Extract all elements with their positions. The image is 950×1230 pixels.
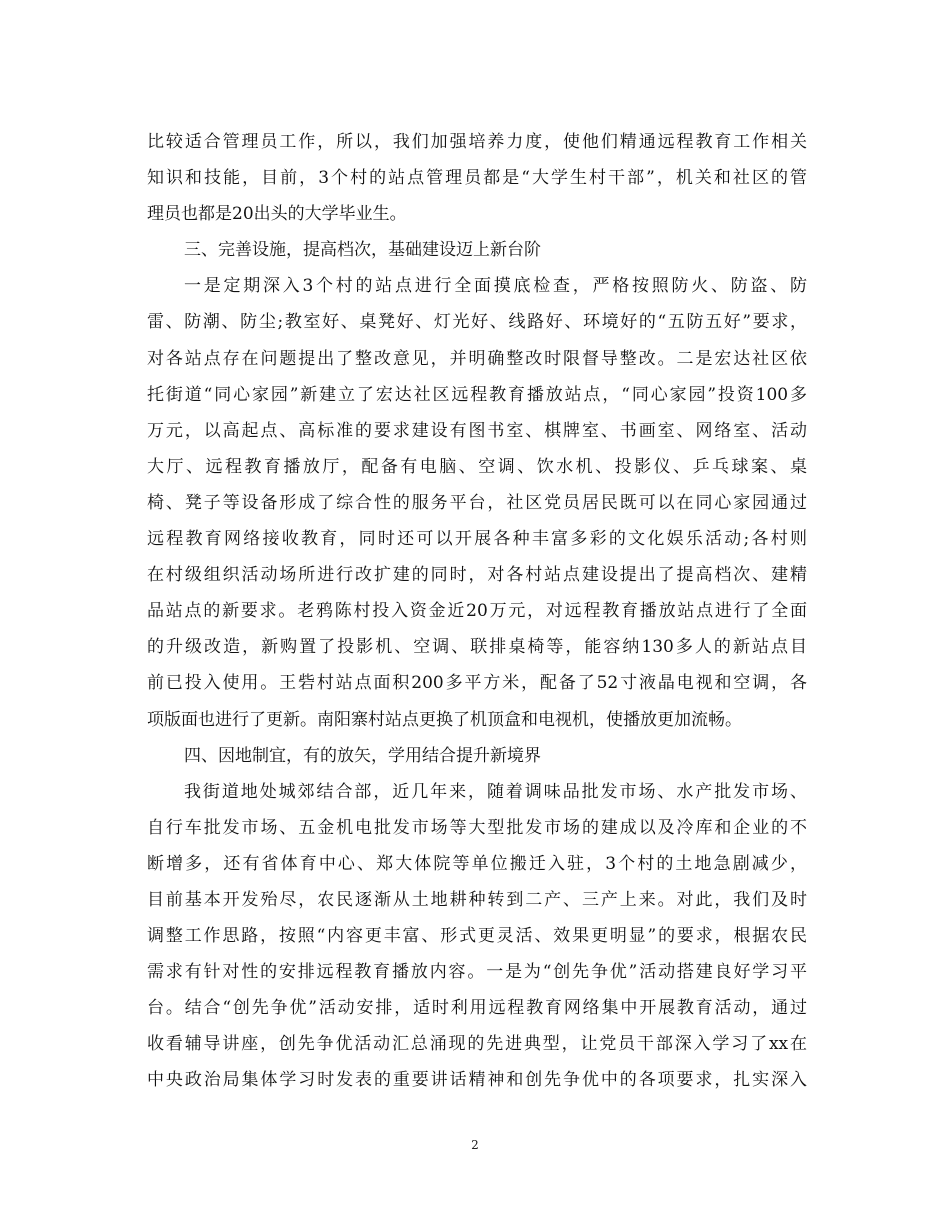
text-line: 自行车批发市场、五金机电批发市场等大型批发市场的建成以及冷库和企业的不	[147, 817, 807, 838]
body-text	[147, 124, 807, 1099]
text-line: 前已投入使用。王砦村站点面积200多平方米，配备了52寸液晶电视和空调，各	[147, 673, 807, 694]
text-line: 中央政治局集体学习时发表的重要讲话精神和创先争优中的各项要求，扎实深入	[147, 1070, 807, 1091]
text-line: 知识和技能，目前，3个村的站点管理员都是“大学生村干部”，机关和社区的管	[147, 168, 807, 189]
text-line: 收看辅导讲座，创先争优活动汇总涌现的先进典型，让党员干部深入学习了xx在	[147, 1034, 807, 1055]
text-line: 在村级组织活动场所进行改扩建的同时，对各村站点建设提出了提高档次、建精	[147, 565, 807, 586]
text-line: 远程教育网络接收教育，同时还可以开展各种丰富多彩的文化娱乐活动;各村则	[147, 529, 807, 550]
text-line: 椅、凳子等设备形成了综合性的服务平台，社区党员居民既可以在同心家园通过	[147, 492, 807, 513]
text-line: 需求有针对性的安排远程教育播放内容。一是为“创先争优”活动搭建良好学习平	[147, 962, 807, 983]
text-line: 大厅、远程教育播放厅，配备有电脑、空调、饮水机、投影仪、乒乓球案、桌	[147, 456, 807, 477]
text-line: 一是定期深入3个村的站点进行全面摸底检查，严格按照防火、防盗、防	[184, 276, 807, 297]
text-line: 目前基本开发殆尽，农民逐渐从土地耕种转到二产、三产上来。对此，我们及时	[147, 889, 807, 910]
text-line: 断增多，还有省体育中心、郑大体院等单位搬迁入驻，3个村的土地急剧减少，	[147, 853, 807, 874]
section-heading: 三、完善设施，提高档次，基础建设迈上新台阶	[184, 240, 541, 261]
text-line: 调整工作思路，按照“内容更丰富、形式更灵活、效果更明显”的要求，根据农民	[147, 926, 807, 947]
text-line: 万元，以高起点、高标准的要求建设有图书室、棋牌室、书画室、网络室、活动	[147, 420, 807, 441]
section-heading: 四、因地制宜，有的放矢，学用结合提升新境界	[184, 745, 541, 766]
text-line: 台。结合“创先争优”活动安排，适时利用远程教育网络集中开展教育活动，通过	[147, 998, 807, 1019]
text-line: 的升级改造，新购置了投影机、空调、联排桌椅等，能容纳130多人的新站点目	[147, 637, 807, 658]
page-number: 2	[471, 1138, 479, 1152]
text-line: 比较适合管理员工作，所以，我们加强培养力度，使他们精通远程教育工作相关	[147, 132, 807, 152]
text-line: 品站点的新要求。老鸦陈村投入资金近20万元，对远程教育播放站点进行了全面	[147, 601, 807, 622]
text-line: 托街道“同心家园”新建立了宏达社区远程教育播放站点，“同心家园”投资100多	[147, 384, 807, 405]
text-line: 项版面也进行了更新。南阳寨村站点更换了机顶盒和电视机，使播放更加流畅。	[147, 709, 742, 730]
text-line: 对各站点存在问题提出了整改意见，并明确整改时限督导整改。二是宏达社区依	[147, 348, 807, 369]
text-line: 雷、防潮、防尘;教室好、桌凳好、灯光好、线路好、环境好的“五防五好”要求，	[147, 312, 807, 333]
text-line: 理员也都是20出头的大学毕业生。	[147, 204, 407, 225]
text-line: 我街道地处城郊结合部，近几年来，随着调味品批发市场、水产批发市场、	[184, 781, 807, 802]
